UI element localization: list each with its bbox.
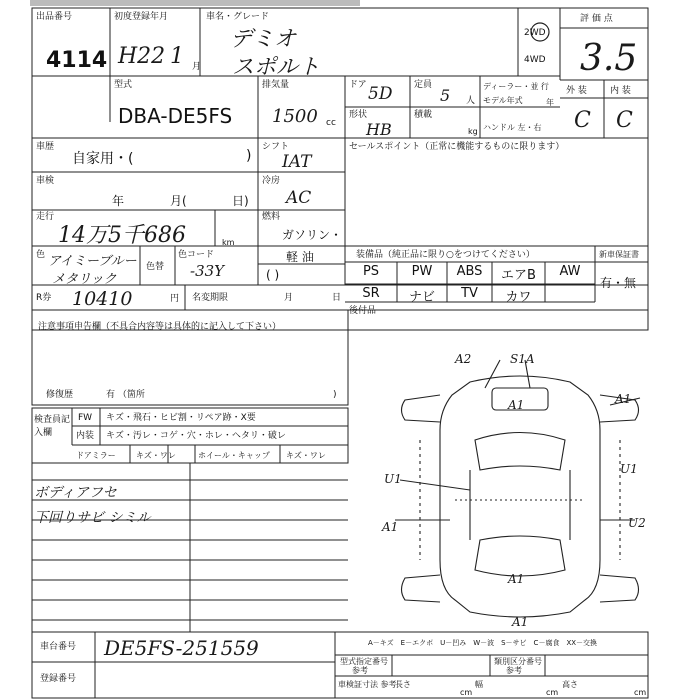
lot-label: 出品番号 [36, 12, 73, 22]
damage-mark-u1-left: U1 [384, 472, 402, 486]
equipment-item: SR [362, 286, 380, 301]
new-car-label: 新車保証書 [599, 250, 639, 259]
damage-legend: A－キズ E－エクボ U－凹み W－波 S－サビ C－腐食 XX－交換 [368, 639, 598, 647]
car-name: デミオ [230, 27, 297, 52]
model-year-label: モデル年式 [483, 96, 523, 105]
capacity-label: 定員 [414, 80, 433, 90]
chassis: DE5FS-251559 [104, 636, 259, 660]
fuel-diesel: 軽 油 [286, 250, 314, 264]
width-label: 幅 [475, 680, 483, 689]
damage-mark-u2: U2 [628, 516, 646, 530]
damage-mark-a1-rear: A1 [512, 615, 529, 629]
mileage: 14万5千686 [58, 223, 186, 248]
usage-close: ) [246, 148, 252, 164]
handle-label: ハンドル 左・右 [483, 123, 542, 132]
body-label: 形状 [349, 110, 368, 120]
repair-value: 有 （箇所 [106, 390, 145, 400]
color: アイミーブルー [48, 254, 137, 269]
reg-era: H22 [118, 44, 166, 69]
plate-label: 登録番号 [40, 674, 77, 684]
equipment-item: エアB [501, 268, 536, 283]
reg-month-unit: 月 [192, 62, 202, 72]
std-sub: 参考 [352, 666, 368, 675]
name-change-label: 名変期限 [192, 293, 229, 303]
notes-label: 注意事項申告欄（不具合内容等は具体的に記入して下さい） [38, 322, 282, 332]
class-label: 類別区分番号 [494, 657, 542, 666]
ac: AC [286, 188, 312, 208]
damage-mark-a2: A2 [455, 352, 472, 366]
body: HB [366, 120, 392, 139]
equipment-item: PW [411, 264, 433, 279]
load-unit: kg [468, 127, 478, 136]
equipment-item: AW [559, 264, 581, 279]
inspection-day: 日) [232, 194, 249, 208]
drive-4wd: 4WD [524, 55, 546, 65]
int-grade: C [616, 108, 633, 133]
recycle-value: 10410 [72, 288, 133, 310]
inspection-label: 車検 [36, 176, 55, 186]
dealer-label: ディーラー・並 行 [483, 82, 549, 91]
new-car-value: 有・無 [600, 276, 637, 290]
color-2: メタリック [52, 272, 117, 287]
handwritten-note-2: 下回りサビ シミル [34, 510, 151, 526]
color-code: -33Y [190, 262, 225, 280]
sales-point-label: セールスポイント（正常に機能するものに限ります） [349, 142, 565, 152]
fuel-label: 燃料 [262, 212, 281, 222]
shift-label: シフト [262, 142, 290, 152]
color-label: 色 [36, 250, 46, 260]
repair-label: 修復歴 [46, 390, 74, 400]
score: 3.5 [580, 38, 638, 79]
equipment-label: 装備品（純正品に限り○をつけてください） [356, 250, 535, 260]
cc-unit: cc [326, 118, 336, 128]
repair-close: ) [333, 390, 337, 400]
grade: スポルト [232, 55, 321, 80]
name-label: 車名・グレード [206, 12, 270, 22]
load-label: 積載 [414, 110, 433, 120]
fuel-paren: ( ) [266, 268, 280, 282]
fuel-gas: ガソリン・ [282, 228, 343, 242]
width-unit: cm [546, 688, 559, 697]
len-unit: cm [460, 688, 473, 697]
mileage-label: 走行 [36, 212, 55, 222]
ext-grade: C [574, 108, 591, 133]
cc: 1500 [272, 106, 318, 127]
usage: 自家用・( [72, 151, 134, 167]
capacity: 5 [440, 86, 451, 105]
handwritten-note-1: ボディアフセ [34, 485, 117, 501]
inspector-mirror-items: キズ・ワレ [136, 451, 176, 460]
std-label: 型式指定番号 [340, 657, 388, 666]
damage-mark-a1-left: A1 [382, 520, 399, 534]
ext-label: 外 装 [566, 86, 587, 96]
inspector-int: 内装 [76, 431, 95, 441]
class-sub: 参考 [506, 666, 522, 675]
model-label: 型式 [114, 80, 133, 90]
inspector-fw: FW [78, 413, 93, 423]
model: DBA-DE5FS [118, 104, 233, 128]
name-change-month: 月 [284, 293, 294, 303]
reg-label: 初度登録年月 [114, 12, 169, 22]
inspector-mirror: ドアミラー [76, 451, 116, 460]
inspector-label: 検査員記入欄 [34, 415, 71, 438]
damage-mark-a1-trunk: A1 [508, 572, 525, 586]
door: 5D [368, 84, 393, 104]
mileage-unit: km [222, 238, 235, 247]
damage-mark-a1-hood: A1 [508, 398, 525, 412]
drive-2wd: 2WD [524, 28, 546, 38]
equipment-item: カワ [505, 290, 532, 305]
height-unit: cm [634, 688, 647, 697]
equipment-item: TV [461, 286, 478, 301]
size-label: 車検証寸法 参考 [338, 680, 397, 689]
capacity-unit: 人 [466, 96, 476, 106]
cc-label: 排気量 [262, 80, 290, 90]
name-change-day: 日 [332, 293, 342, 303]
door-label: ドア [349, 80, 367, 90]
inspector-int-items: キズ・汚レ・コゲ・穴・ホレ・ヘタリ・破レ [106, 431, 286, 441]
shift: IAT [282, 152, 312, 172]
int-label: 内 装 [610, 86, 631, 96]
equipment-item: PS [362, 264, 380, 279]
damage-mark-a1-right: A1 [615, 392, 632, 406]
equipment-item: ABS [456, 264, 483, 279]
score-label: 評 価 点 [580, 14, 613, 24]
inspection-year: 年 [112, 194, 125, 208]
usage-label: 車歴 [36, 142, 55, 152]
aftermarket-label: 後付品 [349, 306, 377, 316]
model-year-unit: 年 [546, 98, 554, 107]
lot-number: 4114 [46, 48, 108, 73]
chassis-label: 車台番号 [40, 642, 77, 652]
color-code-label: 色コード [178, 250, 215, 260]
recycle-label: R券 [36, 293, 52, 303]
inspection-month: 月( [170, 194, 187, 208]
damage-mark-s1a: S1A [510, 352, 535, 366]
color-change-label: 色替 [146, 262, 165, 272]
reg-month: 1 [170, 44, 184, 69]
height-label: 高さ [562, 680, 578, 689]
inspector-wheel-items: キズ・ワレ [286, 451, 326, 460]
len-label: 長さ [395, 680, 411, 689]
equipment-item: ナビ [408, 290, 435, 305]
damage-mark-u1-right: U1 [620, 462, 638, 476]
ac-label: 冷房 [262, 176, 281, 186]
recycle-unit: 円 [170, 294, 180, 304]
inspector-fw-items: キズ・飛石・ヒビ割・リペア跡・X要 [106, 413, 256, 423]
inspector-wheel: ホイール・キャップ [198, 451, 270, 460]
